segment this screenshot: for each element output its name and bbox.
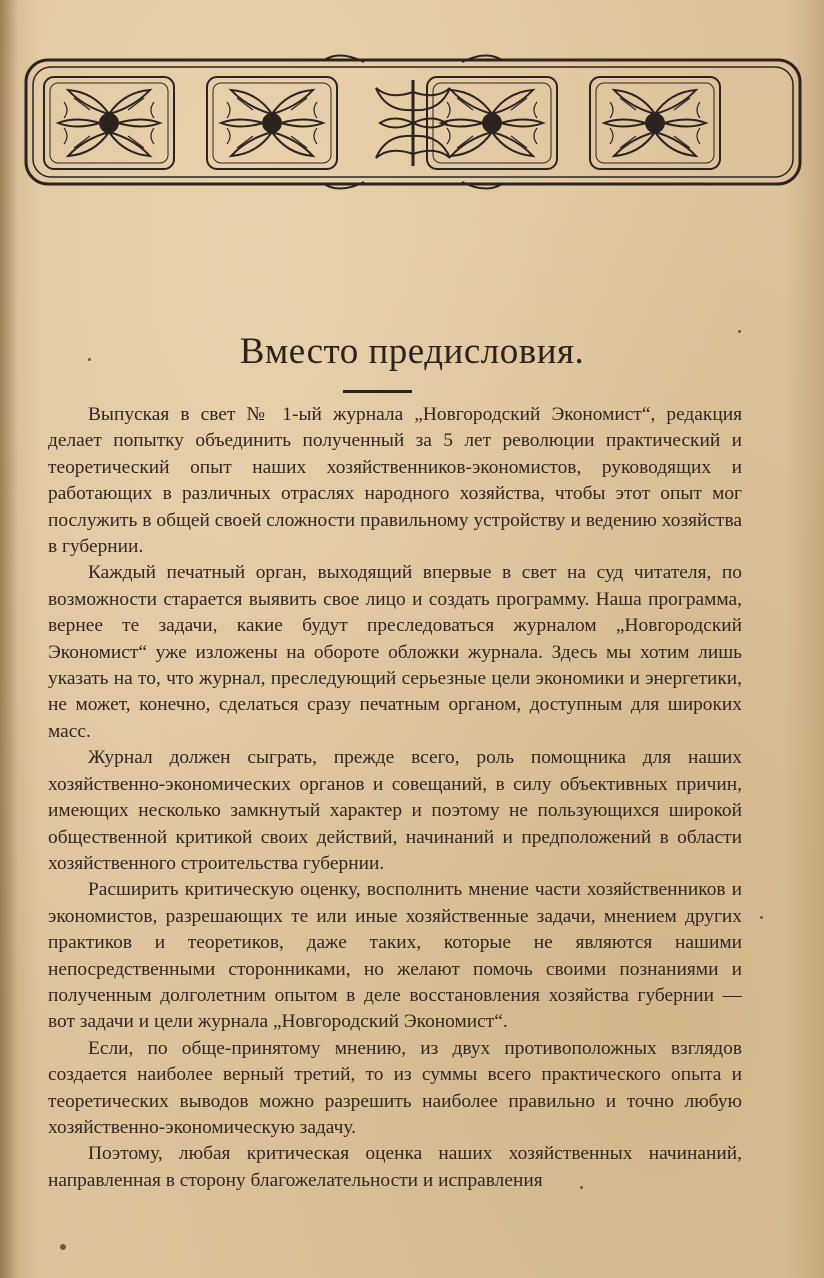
- decorative-header-ornament: [24, 52, 802, 192]
- paragraph: Журнал должен сыграть, прежде всего, роль помощника для наших хозяйственно-экономических органов и совещаний, в силу объективных причин, имеющих несколько замкнутый характер и поэтому не пользующихся широкой общественной критикой своих действий, начинаний и предположений в области хозяйственного строительства губернии.: [48, 747, 742, 874]
- paragraph: Каждый печатный орган, выходящий впервые в свет на суд читателя, по возможности старается выявить свое лицо и создать программу. Наша программа, вернее те задачи, какие будут преследоваться журналом „Новгородский Экономист“ уже изложены на обороте обложки журнала. Здесь мы хотим лишь указать на то, что журнал, преследующий серьезные цели экономики и энергетики, не может, конечно, сделаться сразу печатным органом, доступным для широких масс.: [48, 562, 742, 742]
- paragraph: Расширить критическую оценку, восполнить мнение части хозяйственников и экономистов, разрешающих те или иные хозяйственные задачи, мнением других практиков и теоретиков, даже таких, которые не являются нашими непосредственными сторонниками, но желают помочь своими познаниями и полученным долголетним опытом в деле восстановления хозяйства губернии — вот задачи и цели журнала „Новгородский Экономист“.: [48, 879, 742, 1033]
- paper-speck: [60, 1244, 66, 1250]
- title-underline: [343, 390, 412, 393]
- paragraph: Поэтому, любая критическая оценка наших хозяйственных начинаний, направленная в сторону благожелательности и исправления: [48, 1143, 742, 1191]
- paper-speck: [760, 916, 763, 919]
- paragraph: Если, по обще-принятому мнению, из двух противоположных взглядов создается наиболее верный третий, то из суммы всего практического опыта и теоретических выводов можно разрешить наиболее правильно и точно любую хозяйственно-экономическую задачу.: [48, 1037, 742, 1138]
- article-body: [48, 402, 742, 1194]
- paragraph: Выпуская в свет № 1-ый журнала „Новгородский Экономист“, редакция делает попытку объединить полученный за 5 лет революции практический и теоретический опыт наших хозяйственников-экономистов, руководящих и работающих в различных отраслях народного хозяйства, чтобы этот опыт мог послужить в общей своей сложности правильному устройству и ведению хозяйства в губернии.: [48, 404, 742, 558]
- paper-speck: [580, 1186, 583, 1189]
- page-edge-shadow: [0, 0, 18, 1278]
- page-title: Вместо предисловия.: [239, 331, 585, 372]
- paper-speck: [738, 330, 741, 333]
- paper-speck: [88, 358, 91, 361]
